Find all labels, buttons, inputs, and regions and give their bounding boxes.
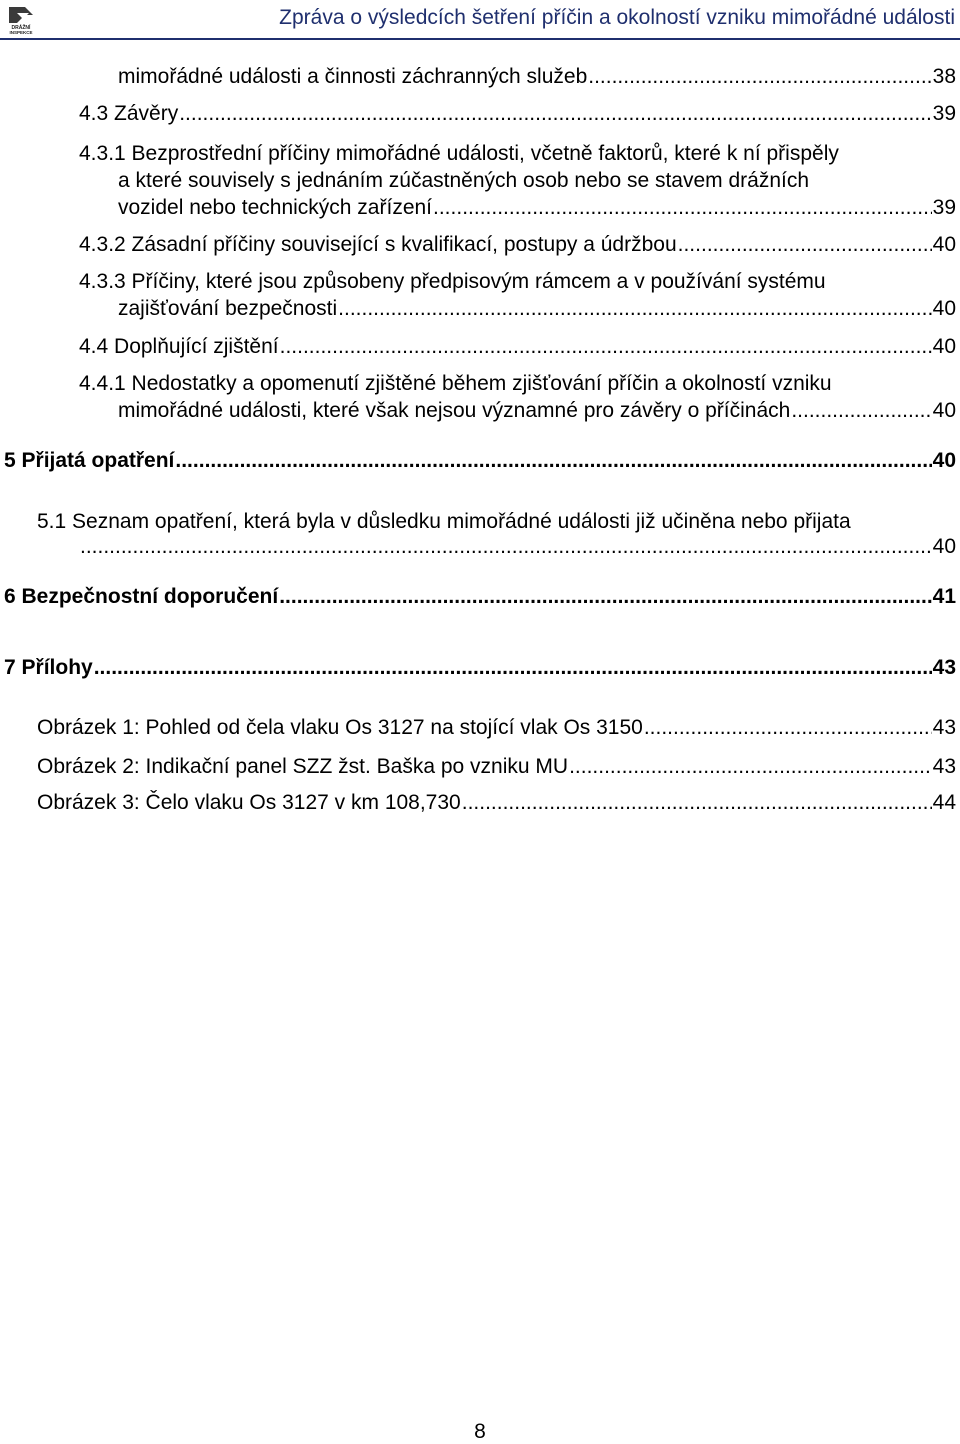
toc-entry[interactable]	[37, 754, 956, 780]
toc-entry-text: vozidel nebo technických zařízení	[118, 196, 433, 219]
toc-leader	[462, 790, 932, 816]
toc-entry[interactable]	[4, 655, 956, 681]
toc-leader	[175, 448, 931, 474]
toc-leader	[678, 232, 932, 258]
toc-entry-text: 5.1 Seznam opatření, která byla v důsledku mimořádné události již učiněna nebo přijata	[37, 510, 851, 533]
toc-entry-text: 4.3.2 Zásadní příčiny související s kvalifikací, postupy a údržbou	[79, 233, 677, 256]
toc-page-number: 40	[932, 449, 956, 472]
toc-leader	[94, 655, 932, 681]
toc-leader	[280, 334, 932, 360]
toc-leader	[791, 398, 931, 424]
toc-entry-text: Obrázek 3: Čelo vlaku Os 3127 v km 108,730	[37, 791, 461, 814]
page-number: 8	[474, 1420, 486, 1443]
toc-entry[interactable]	[37, 715, 956, 741]
toc-entry-text: a které souvisely s jednáním zúčastněných osob nebo se stavem drážních	[118, 169, 810, 192]
toc-leader	[279, 584, 931, 610]
toc-entry[interactable]	[118, 64, 956, 90]
toc-page-number: 40	[932, 335, 956, 358]
toc-page-number: 40	[932, 233, 956, 256]
document-title: Zpráva o výsledcích šetření příčin a okolností vzniku mimořádné události	[279, 6, 955, 29]
toc-entry-text: 5 Přijatá opatření	[4, 449, 175, 472]
toc-entry[interactable]	[37, 790, 956, 816]
toc-page-number: 44	[932, 791, 956, 814]
toc-page-number: 43	[932, 716, 956, 739]
drazni-inspekce-logo	[3, 3, 39, 35]
toc-page-number: 41	[932, 585, 956, 608]
toc-entry[interactable]	[79, 232, 956, 258]
toc-entry-text: mimořádné události, které však nejsou významné pro závěry o příčinách	[118, 399, 791, 422]
page-header	[0, 0, 960, 42]
toc-page-number: 40	[932, 297, 956, 320]
toc-entry-text: 4.4.1 Nedostatky a opomenutí zjištěné během zjišťování příčin a okolností vzniku	[79, 372, 832, 395]
toc-entry[interactable]	[79, 534, 956, 560]
toc-entry-text: zajišťování bezpečnosti	[118, 297, 338, 320]
toc-page-number: 43	[932, 755, 956, 778]
toc-page-number: 38	[932, 65, 956, 88]
toc-page-number: 39	[932, 196, 956, 219]
toc-entry[interactable]	[79, 101, 956, 127]
toc-page-number: 43	[932, 656, 956, 679]
toc-entry-text: 7 Přílohy	[4, 656, 93, 679]
header-divider	[0, 38, 960, 40]
toc-page-number: 40	[932, 535, 956, 558]
toc-entry-text: 6 Bezpečnostní doporučení	[4, 585, 279, 608]
toc-leader	[588, 64, 931, 90]
toc-entry[interactable]	[4, 448, 956, 474]
svg-text:DRÁŽNÍ: DRÁŽNÍ	[11, 25, 31, 31]
svg-text:INSPEKCE: INSPEKCE	[9, 30, 33, 35]
toc-entry-text: 4.3.1 Bezprostřední příčiny mimořádné události, včetně faktorů, které k ní přispěly	[79, 142, 839, 165]
toc-entry-text: 4.3.3 Příčiny, které jsou způsobeny předpisovým rámcem a v používání systému	[79, 270, 826, 293]
toc-leader	[569, 754, 932, 780]
toc-page-number: 39	[932, 102, 956, 125]
toc-entry-text: Obrázek 2: Indikační panel SZZ žst. Baška po vzniku MU	[37, 755, 569, 778]
toc-leader	[179, 101, 931, 127]
toc-entry-text: mimořádné události a činnosti záchranných služeb	[118, 65, 588, 88]
toc-leader	[644, 715, 932, 741]
toc-entry-text: Obrázek 1: Pohled od čela vlaku Os 3127 na stojící vlak Os 3150	[37, 716, 643, 739]
toc-page-number: 40	[932, 399, 956, 422]
toc-leader	[80, 534, 932, 560]
toc-entry[interactable]	[79, 334, 956, 360]
toc-entry[interactable]	[118, 195, 956, 221]
toc-entry[interactable]	[4, 584, 956, 610]
toc-entry-text: 4.3 Závěry	[79, 102, 179, 125]
toc-entry[interactable]	[118, 398, 956, 424]
toc-entry[interactable]	[118, 296, 956, 322]
toc-leader	[338, 296, 931, 322]
toc-leader	[433, 195, 932, 221]
toc-entry-text: 4.4 Doplňující zjištění	[79, 335, 279, 358]
